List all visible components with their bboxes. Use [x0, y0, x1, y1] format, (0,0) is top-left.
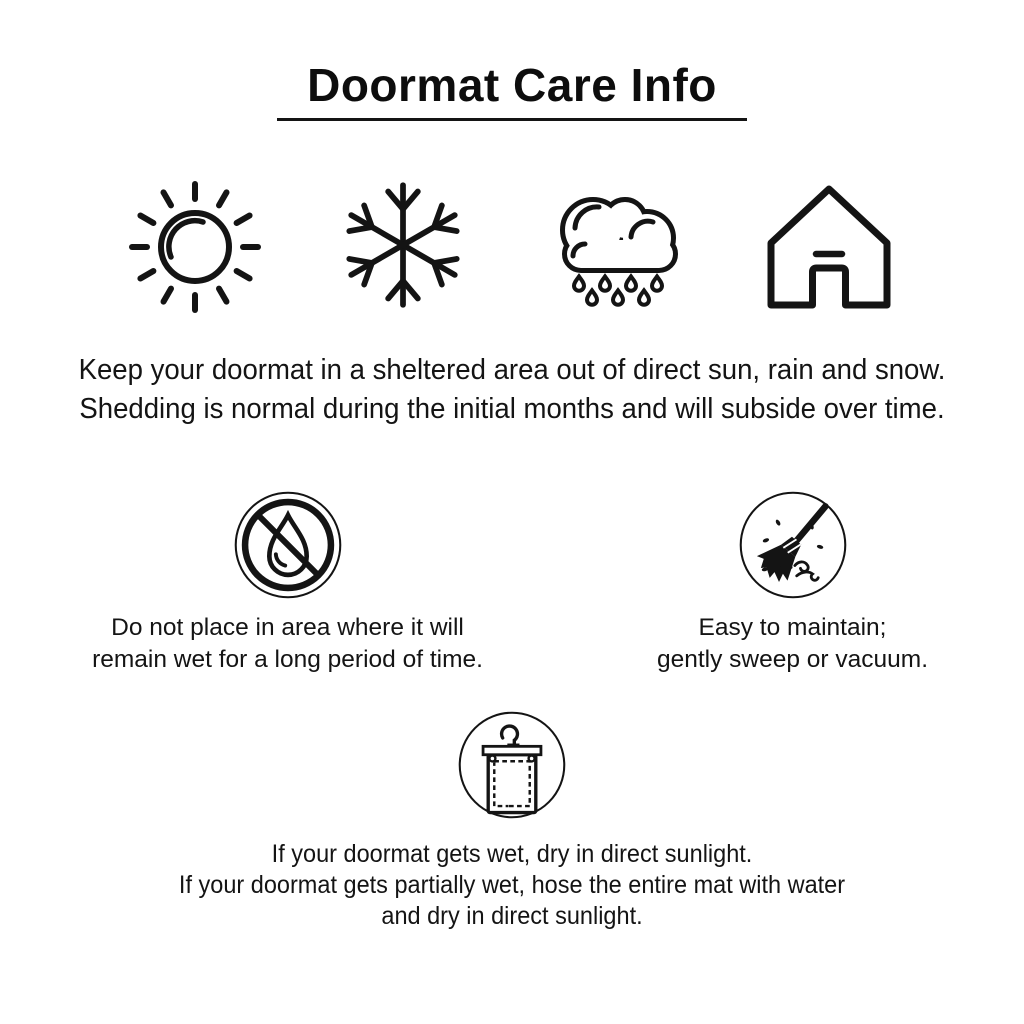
- header: [0, 60, 1024, 121]
- drying-caption: [31, 839, 994, 932]
- tip-easy-maintain-caption: [570, 612, 1015, 676]
- intro-line-1: Keep your doormat in a sheltered area out of direct sun, rain and snow.: [78, 354, 946, 386]
- tip-no-water-line-2: remain wet for a long period of time.: [92, 646, 483, 673]
- title-underline: [277, 118, 747, 121]
- intro-line-2: Shedding is normal during the initial months and will subside over time.: [79, 393, 945, 425]
- snowflake-icon: [333, 175, 473, 315]
- rain-cloud-icon: [541, 180, 691, 310]
- weather-icon-row: [0, 175, 1024, 315]
- hanging-mat-icon: [456, 709, 568, 821]
- tip-no-water-caption: [60, 612, 515, 676]
- house-icon: [759, 175, 899, 315]
- sun-icon: [125, 175, 265, 315]
- drying-instructions: [0, 709, 1024, 932]
- drying-line-1: If your doormat gets wet, dry in direct sunlight.: [271, 840, 753, 868]
- intro-paragraph: [26, 351, 999, 429]
- tip-no-water: [60, 489, 515, 676]
- broom-sweep-icon: [737, 489, 849, 601]
- tip-easy-maintain: [570, 489, 1015, 676]
- drying-line-2: If your doormat gets partially wet, hose the entire mat with water: [178, 871, 846, 899]
- drying-line-3: and dry in direct sunlight.: [381, 902, 643, 930]
- tip-easy-maintain-line-1: Easy to maintain;: [698, 614, 887, 641]
- tip-easy-maintain-line-2: gently sweep or vacuum.: [657, 646, 928, 673]
- page-title: Doormat Care Info: [307, 59, 717, 111]
- tip-no-water-line-1: Do not place in area where it will: [111, 614, 464, 641]
- no-water-drop-icon: [232, 489, 344, 601]
